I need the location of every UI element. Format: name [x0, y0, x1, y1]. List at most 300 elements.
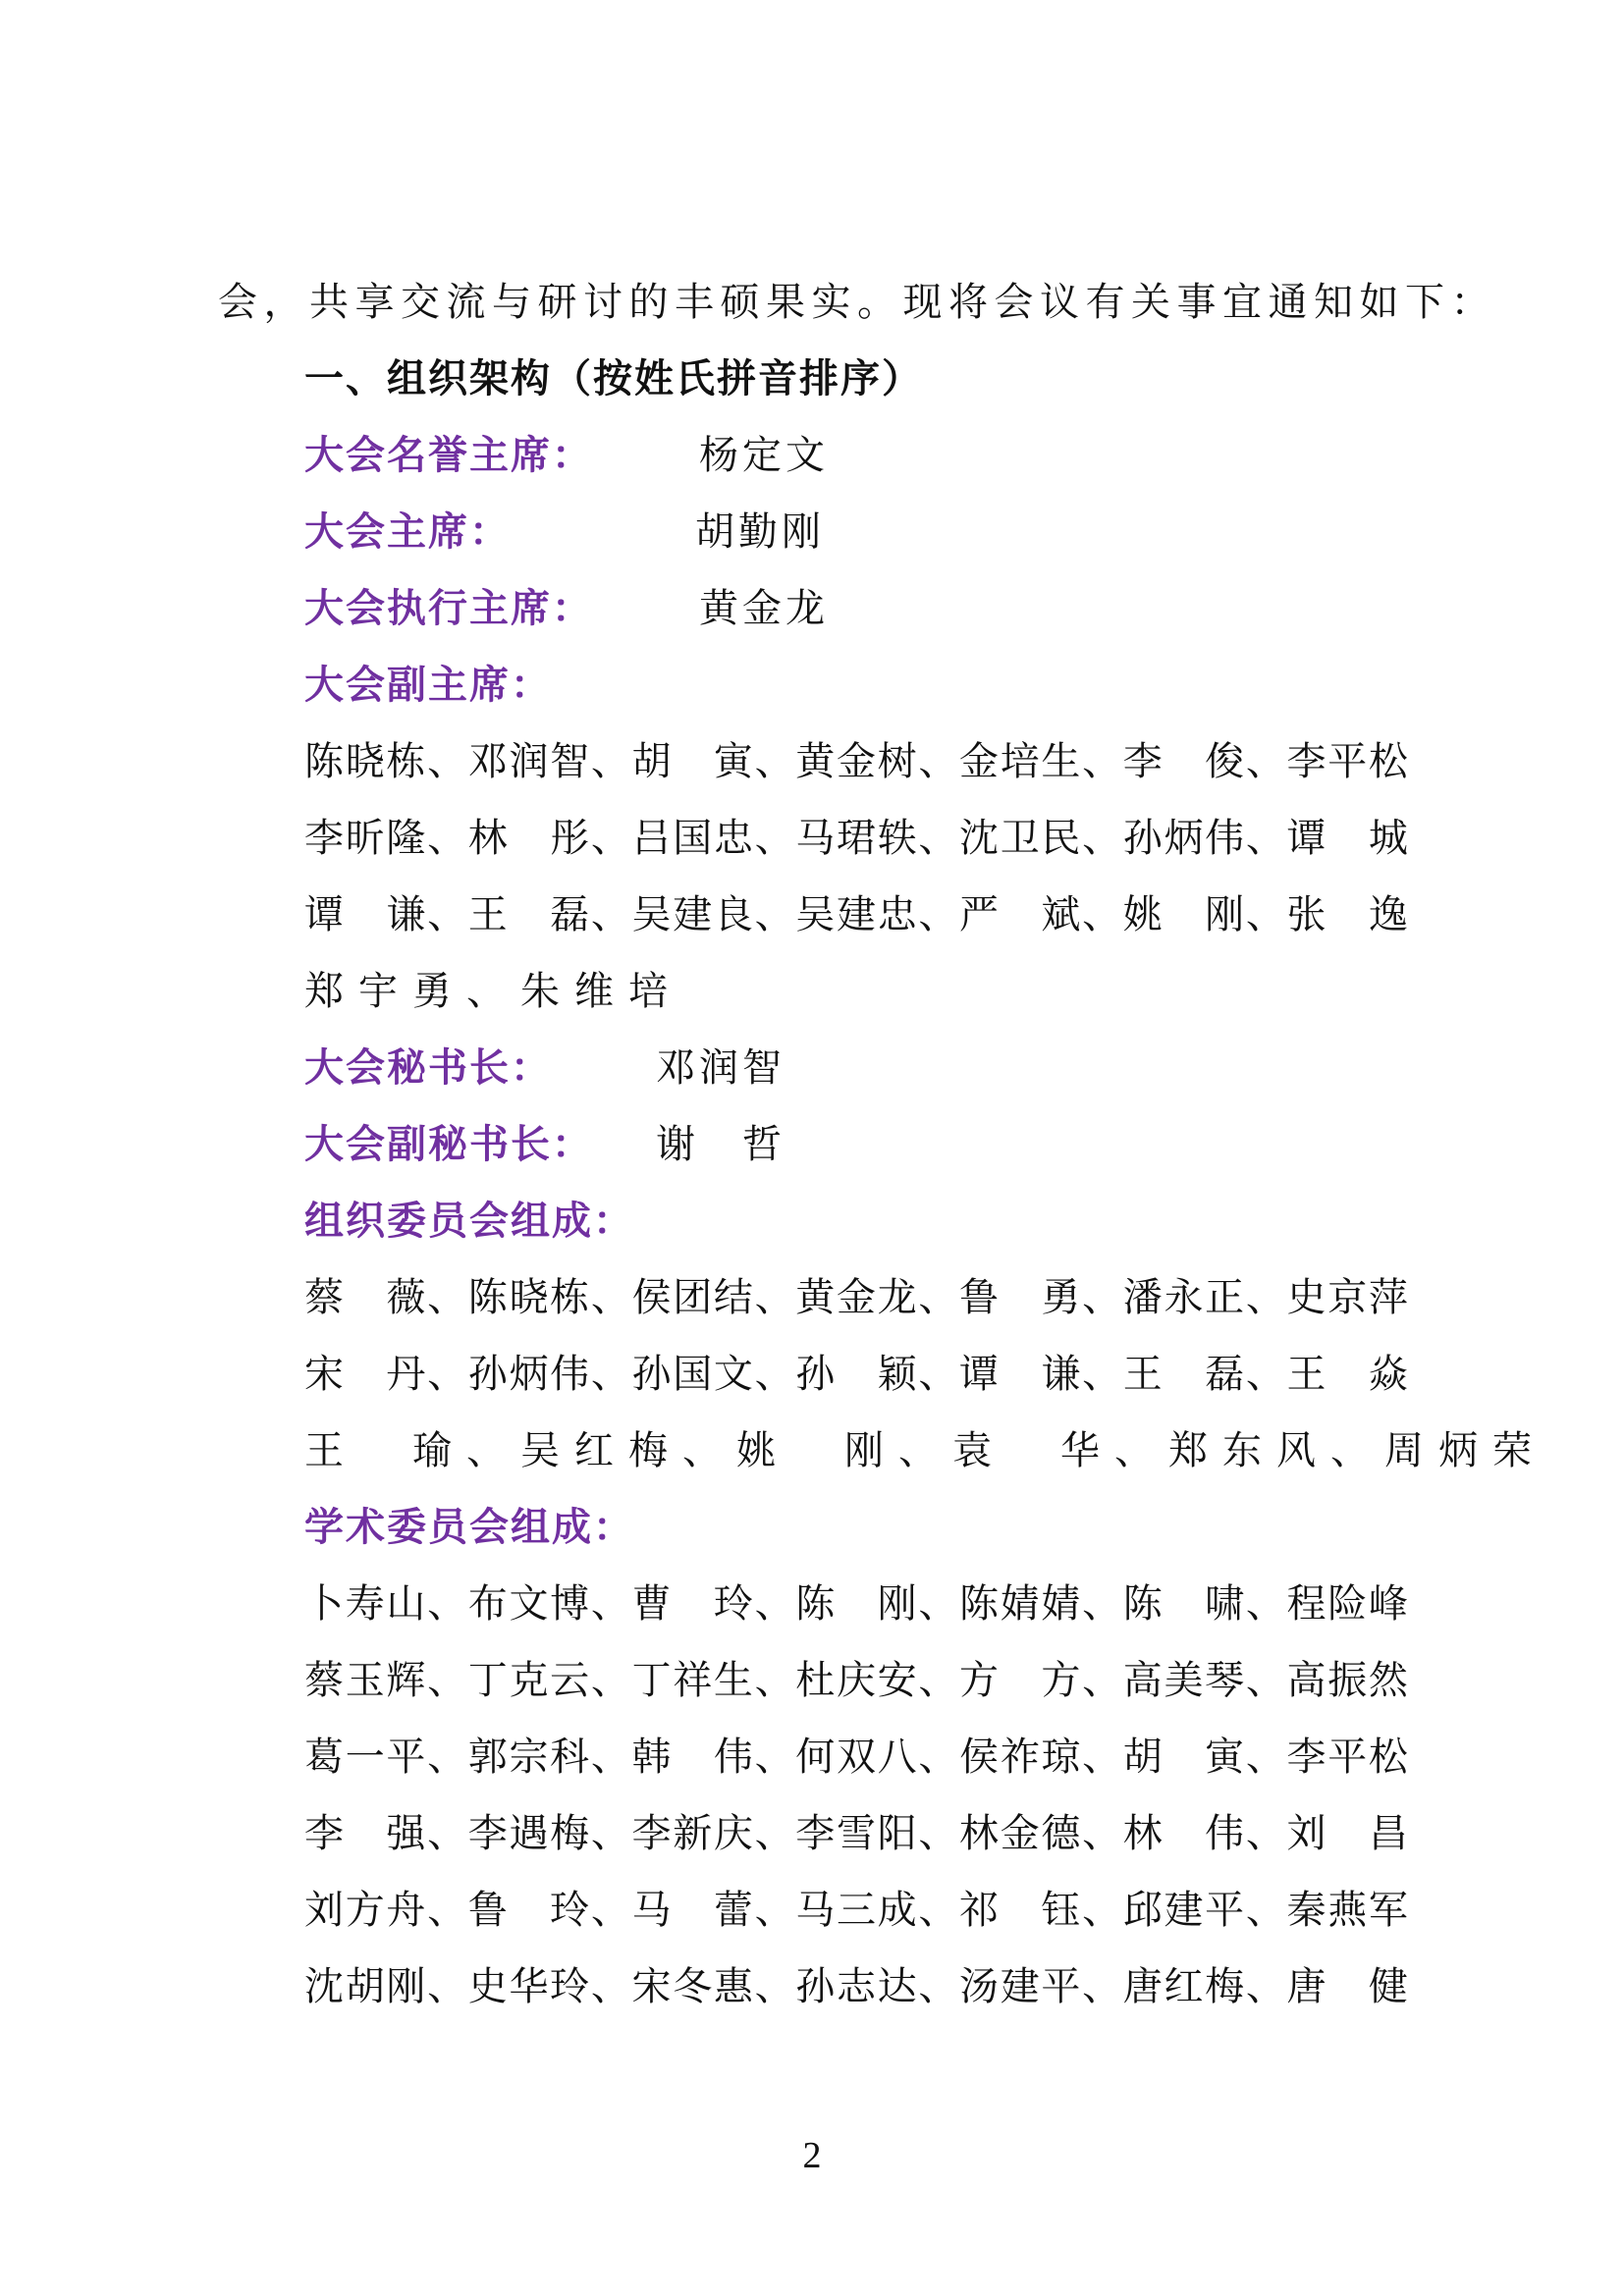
name-char: 史 [1286, 1275, 1326, 1320]
name-char: 冬 [673, 1964, 713, 2009]
name-char: 侯 [631, 1275, 672, 1320]
name-char: 正 [1205, 1275, 1245, 1320]
name-char: 方 [345, 1888, 385, 1933]
name-char: 险 [1327, 1581, 1368, 1627]
academic-committee-row [304, 1730, 1408, 1785]
name-char: 昕 [345, 816, 385, 861]
name-char: 玲 [713, 1581, 753, 1627]
name-char [346, 887, 385, 942]
name-char: 峰 [1368, 1581, 1408, 1627]
name-char: 国 [673, 1352, 713, 1397]
name-char: 建 [836, 892, 876, 937]
name-char: 李 [304, 816, 344, 861]
name-char: 萍 [1368, 1275, 1408, 1320]
name-char: 吕 [631, 816, 672, 861]
name-char: 、 [754, 739, 794, 784]
name-char: 汤 [959, 1964, 999, 2009]
name-char: 琴 [1205, 1658, 1245, 1703]
name-char: 焱 [1368, 1352, 1408, 1397]
name-char: 、 [918, 1658, 958, 1703]
name-char: 孙 [631, 1352, 672, 1397]
name-char [509, 887, 548, 942]
name-char [1327, 811, 1367, 866]
name-char: 伟 [1205, 816, 1245, 861]
name-char: 谭 [959, 1352, 999, 1397]
name-char: 、 [427, 1275, 467, 1320]
name-char: 曹 [631, 1581, 672, 1627]
name-char: 、 [590, 1964, 630, 2009]
name-char: 李 [1286, 1735, 1326, 1780]
name-char: 陈 [467, 1275, 508, 1320]
name-char: 方 [1041, 1658, 1081, 1703]
name-char: 建 [673, 892, 713, 937]
name-char [1001, 887, 1040, 942]
name-char: 文 [713, 1352, 753, 1397]
name-char: 李 [1286, 739, 1326, 784]
name-char: 遇 [509, 1811, 549, 1856]
academic-committee-row [304, 1806, 1408, 1861]
name-char: 程 [1286, 1581, 1326, 1627]
name-char: 国 [673, 816, 713, 861]
name-char: 磊 [1205, 1352, 1245, 1397]
name-char: 、 [918, 739, 958, 784]
name-char: 林 [467, 816, 508, 861]
name-char [673, 1730, 712, 1785]
name-char: 祚 [1000, 1735, 1040, 1780]
name-char: 庆 [836, 1658, 876, 1703]
name-char: 良 [713, 892, 753, 937]
name-char: 李 [631, 1811, 672, 1856]
name-char: 祥 [673, 1658, 713, 1703]
name-char: 刘 [304, 1888, 344, 1933]
name-char: 刘 [1286, 1811, 1326, 1856]
name-char: 、 [1082, 1811, 1122, 1856]
name-char: 马 [795, 1888, 836, 1933]
name-char: 、 [1082, 892, 1122, 937]
name-char: 、 [918, 1811, 958, 1856]
name-char: 蔡 [304, 1275, 344, 1320]
name-char: 、 [590, 1658, 630, 1703]
name-char: 唐 [1122, 1964, 1163, 2009]
name-char: 、 [754, 1735, 794, 1780]
name-char: 辉 [386, 1658, 426, 1703]
name-char: 松 [1368, 1735, 1408, 1780]
organizing-committee-row [304, 1270, 1408, 1325]
name-char: 德 [1041, 1811, 1081, 1856]
name-char [1327, 887, 1367, 942]
name-char: 忠 [713, 816, 753, 861]
vice-chairs-row [304, 887, 1408, 942]
name-char: 伟 [1205, 1811, 1245, 1856]
name-char: 寅 [713, 739, 753, 784]
name-char: 葛 [304, 1735, 344, 1780]
name-char: 军 [1368, 1888, 1408, 1933]
name-char: 一 [345, 1735, 385, 1780]
name-char [1001, 1347, 1040, 1402]
name-char: 强 [386, 1811, 426, 1856]
name-char: 寅 [1205, 1735, 1245, 1780]
name-char: 金 [959, 739, 999, 784]
name-char: 、 [1082, 1888, 1122, 1933]
name-char: 、 [754, 1888, 794, 1933]
name-char: 、 [1082, 1658, 1122, 1703]
name-char: 、 [427, 1352, 467, 1397]
name-char: 隆 [386, 816, 426, 861]
name-char: 栋 [386, 739, 426, 784]
name-char: 、 [427, 1964, 467, 2009]
name-char [346, 1270, 385, 1325]
name-char: 俊 [1205, 739, 1245, 784]
name-char: 平 [1041, 1964, 1081, 2009]
name-char: 高 [1286, 1658, 1326, 1703]
name-char: 玲 [550, 1888, 590, 1933]
chair-label: 大会主席： [304, 509, 511, 555]
name-char: 、 [590, 1275, 630, 1320]
name-char: 王 [1286, 1352, 1326, 1397]
name-char: 丹 [386, 1352, 426, 1397]
name-char: 黄 [795, 739, 836, 784]
name-char: 勇 [1041, 1275, 1081, 1320]
name-char: 逸 [1368, 892, 1408, 937]
name-char: 平 [1327, 1735, 1368, 1780]
name-char [837, 1347, 876, 1402]
name-char: 沈 [304, 1964, 344, 2009]
name-char: 黄 [795, 1275, 836, 1320]
name-char [1164, 1806, 1203, 1861]
name-char: 、 [427, 816, 467, 861]
name-char: 金 [1000, 1811, 1040, 1856]
name-char: 婧 [1000, 1581, 1040, 1627]
name-char: 薇 [386, 1275, 426, 1320]
name-char: 李 [467, 1811, 508, 1856]
name-char: 唐 [1286, 1964, 1326, 2009]
name-char: 忠 [877, 892, 917, 937]
name-char: 胡 [1122, 1735, 1163, 1780]
name-char: 然 [1368, 1658, 1408, 1703]
honorary-chair-value: 杨定文 [699, 433, 829, 478]
name-char: 邓 [467, 739, 508, 784]
name-char: 、 [754, 1275, 794, 1320]
name-char: 双 [836, 1735, 876, 1780]
name-char: 、 [754, 892, 794, 937]
name-char: 、 [427, 892, 467, 937]
name-char: 、 [1245, 816, 1285, 861]
name-char: 李 [1122, 739, 1163, 784]
name-char: 、 [1082, 1581, 1122, 1627]
name-char: 刚 [1205, 892, 1245, 937]
name-char: 杜 [795, 1658, 836, 1703]
name-char [1001, 1270, 1040, 1325]
vice-chairs-row [304, 734, 1408, 789]
name-char: 、 [427, 1735, 467, 1780]
name-char: 庆 [713, 1811, 753, 1856]
name-char: 胡 [631, 739, 672, 784]
name-char: 、 [590, 1581, 630, 1627]
name-char: 、 [1082, 1275, 1122, 1320]
name-char: 晓 [345, 739, 385, 784]
name-char: 吴 [795, 892, 836, 937]
name-char: 、 [918, 1888, 958, 1933]
name-char: 颖 [877, 1352, 917, 1397]
name-char: 李 [304, 1811, 344, 1856]
name-char: 婧 [1041, 1581, 1081, 1627]
name-char: 成 [877, 1888, 917, 1933]
deputy-secretary-general-label: 大会副秘书长： [304, 1122, 593, 1167]
name-char: 、 [918, 1735, 958, 1780]
name-char: 、 [1245, 1275, 1285, 1320]
executive-chair-label: 大会执行主席： [304, 586, 593, 631]
name-char: 、 [1245, 1581, 1285, 1627]
name-char: 张 [1286, 892, 1326, 937]
name-char: 梅 [1205, 1964, 1245, 2009]
name-char: 、 [1082, 816, 1122, 861]
name-char: 平 [1205, 1888, 1245, 1933]
name-char: 生 [713, 1658, 753, 1703]
name-char: 何 [795, 1735, 836, 1780]
name-char: 宋 [304, 1352, 344, 1397]
page-number: 2 [802, 2135, 822, 2176]
chair-value: 胡勤刚 [695, 509, 825, 555]
name-char: 舟 [386, 1888, 426, 1933]
name-char: 振 [1327, 1658, 1368, 1703]
academic-committee-label: 学术委员会组成： [304, 1505, 634, 1550]
name-char: 城 [1368, 816, 1408, 861]
name-char: 、 [1245, 1888, 1285, 1933]
name-char: 玲 [550, 1964, 590, 2009]
name-char: 侯 [959, 1735, 999, 1780]
name-char [1164, 734, 1203, 789]
name-char: 、 [427, 1581, 467, 1627]
honorary-chair-label: 大会名誉主席： [304, 433, 593, 478]
name-char: 金 [836, 1275, 876, 1320]
name-char: 、 [754, 816, 794, 861]
name-char: 、 [1245, 1811, 1285, 1856]
name-char [346, 1347, 385, 1402]
organizing-committee-label: 组织委员会组成： [304, 1199, 634, 1244]
secretary-general-label: 大会秘书长： [304, 1045, 552, 1091]
name-char: 伟 [550, 1352, 590, 1397]
name-char: 平 [386, 1735, 426, 1780]
name-char: 林 [1122, 1811, 1163, 1856]
name-char: 美 [1164, 1658, 1204, 1703]
name-char: 磊 [550, 892, 590, 937]
name-char: 炳 [1164, 816, 1204, 861]
name-char: 孙 [795, 1964, 836, 2009]
name-char: 、 [590, 892, 630, 937]
name-char: 李 [795, 1811, 836, 1856]
name-char: 博 [550, 1581, 590, 1627]
name-char: 建 [1000, 1964, 1040, 2009]
name-char: 、 [427, 739, 467, 784]
name-char: 鲁 [467, 1888, 508, 1933]
name-char: 胡 [345, 1964, 385, 2009]
name-char: 陈 [1122, 1581, 1163, 1627]
name-char [673, 734, 712, 789]
name-char: 、 [918, 892, 958, 937]
name-char: 新 [673, 1811, 713, 1856]
name-char: 、 [1082, 1735, 1122, 1780]
name-char: 晓 [509, 1275, 549, 1320]
name-char: 、 [1245, 1352, 1285, 1397]
name-char [1164, 887, 1203, 942]
name-char [1327, 1806, 1367, 1861]
name-char: 三 [836, 1888, 876, 1933]
name-char: 蔡 [304, 1658, 344, 1703]
name-char [509, 1883, 548, 1938]
name-char: 培 [1000, 739, 1040, 784]
name-char: 韩 [631, 1735, 672, 1780]
name-char: 红 [1164, 1964, 1204, 2009]
name-char: 琼 [1041, 1735, 1081, 1780]
name-char [1164, 1576, 1203, 1631]
name-char: 卜 [304, 1581, 344, 1627]
name-char: 布 [467, 1581, 508, 1627]
name-char: 王 [1122, 1352, 1163, 1397]
name-char: 、 [1245, 1658, 1285, 1703]
name-char: 孙 [467, 1352, 508, 1397]
name-char: 、 [590, 1888, 630, 1933]
name-char: 京 [1327, 1275, 1368, 1320]
name-char: 、 [590, 1352, 630, 1397]
name-char: 龙 [877, 1275, 917, 1320]
name-char: 科 [550, 1735, 590, 1780]
vice-chairs-row: 郑宇勇、朱维培 [304, 969, 682, 1014]
vice-chairs-label: 大会副主席： [304, 663, 552, 708]
name-char [509, 811, 548, 866]
academic-committee-row [304, 1653, 1408, 1708]
name-char: 、 [427, 1888, 467, 1933]
name-char: 燕 [1327, 1888, 1368, 1933]
name-char: 王 [467, 892, 508, 937]
name-char: 谦 [1041, 1352, 1081, 1397]
name-char: 郭 [467, 1735, 508, 1780]
name-char: 云 [550, 1658, 590, 1703]
name-char: 陈 [795, 1581, 836, 1627]
name-char: 、 [918, 816, 958, 861]
name-char: 寿 [345, 1581, 385, 1627]
name-char: 、 [1245, 892, 1285, 937]
name-char: 卫 [1000, 816, 1040, 861]
academic-committee-row [304, 1883, 1408, 1938]
name-char: 金 [836, 739, 876, 784]
name-char: 蕾 [713, 1888, 753, 1933]
name-char: 、 [1245, 739, 1285, 784]
name-char: 永 [1164, 1275, 1204, 1320]
executive-chair-value: 黄金龙 [699, 586, 829, 631]
name-char: 啸 [1205, 1581, 1245, 1627]
name-char: 、 [754, 1581, 794, 1627]
name-char: 、 [590, 816, 630, 861]
name-char: 玉 [345, 1658, 385, 1703]
name-char: 宋 [631, 1964, 672, 2009]
name-char: 、 [754, 1964, 794, 2009]
name-char: 平 [1327, 739, 1368, 784]
name-char [1001, 1883, 1040, 1938]
name-char: 伟 [713, 1735, 753, 1780]
name-char: 史 [467, 1964, 508, 2009]
name-char: 、 [427, 1658, 467, 1703]
name-char: 轶 [877, 816, 917, 861]
name-char: 智 [550, 739, 590, 784]
name-char [673, 1576, 712, 1631]
name-char: 马 [795, 816, 836, 861]
academic-committee-row [304, 1959, 1408, 2014]
name-char: 、 [918, 1352, 958, 1397]
name-char: 宗 [509, 1735, 549, 1780]
name-char: 结 [713, 1275, 753, 1320]
name-char: 梅 [550, 1811, 590, 1856]
organizing-committee-row: 王 瑜、吴红梅、姚 刚、袁 华、郑东风、周炳荣 [304, 1428, 1546, 1473]
name-char: 、 [754, 1811, 794, 1856]
name-char: 、 [754, 1352, 794, 1397]
secretary-general-value: 邓润智 [656, 1045, 785, 1091]
name-char: 克 [509, 1658, 549, 1703]
name-char: 、 [918, 1581, 958, 1627]
name-char: 斌 [1041, 892, 1081, 937]
name-char: 潘 [1122, 1275, 1163, 1320]
name-char: 严 [959, 892, 999, 937]
name-char: 吴 [631, 892, 672, 937]
name-char [1164, 1730, 1203, 1785]
name-char: 邱 [1122, 1888, 1163, 1933]
name-char: 、 [1245, 1735, 1285, 1780]
name-char: 松 [1368, 739, 1408, 784]
name-char: 、 [590, 739, 630, 784]
name-char: 安 [877, 1658, 917, 1703]
name-char: 马 [631, 1888, 672, 1933]
name-char: 昌 [1368, 1811, 1408, 1856]
vice-chairs-row [304, 811, 1408, 866]
name-char: 彤 [550, 816, 590, 861]
name-char: 陈 [959, 1581, 999, 1627]
name-char: 、 [427, 1811, 467, 1856]
name-char [346, 1806, 385, 1861]
name-char: 达 [877, 1964, 917, 2009]
name-char: 谦 [386, 892, 426, 937]
name-char: 阳 [877, 1811, 917, 1856]
name-char: 沈 [959, 816, 999, 861]
name-char: 、 [918, 1275, 958, 1320]
name-char [837, 1576, 876, 1631]
name-char [1327, 1347, 1367, 1402]
name-char [1001, 1653, 1040, 1708]
name-char: 陈 [304, 739, 344, 784]
name-char: 民 [1041, 816, 1081, 861]
name-char: 文 [509, 1581, 549, 1627]
name-char: 建 [1164, 1888, 1204, 1933]
name-char: 秦 [1286, 1888, 1326, 1933]
name-char: 、 [1082, 1352, 1122, 1397]
name-char: 祁 [959, 1888, 999, 1933]
name-char: 高 [1122, 1658, 1163, 1703]
name-char: 八 [877, 1735, 917, 1780]
name-char: 丁 [467, 1658, 508, 1703]
name-char: 孙 [795, 1352, 836, 1397]
name-char: 、 [1082, 739, 1122, 784]
name-char: 鲁 [959, 1275, 999, 1320]
name-char: 孙 [1122, 816, 1163, 861]
name-char: 谭 [1286, 816, 1326, 861]
academic-committee-row [304, 1576, 1408, 1631]
name-char: 雪 [836, 1811, 876, 1856]
name-char: 林 [959, 1811, 999, 1856]
name-char: 炳 [509, 1352, 549, 1397]
name-char: 润 [509, 739, 549, 784]
name-char: 谭 [304, 892, 344, 937]
name-char: 刚 [386, 1964, 426, 2009]
name-char: 、 [1082, 1964, 1122, 2009]
name-char: 树 [877, 739, 917, 784]
